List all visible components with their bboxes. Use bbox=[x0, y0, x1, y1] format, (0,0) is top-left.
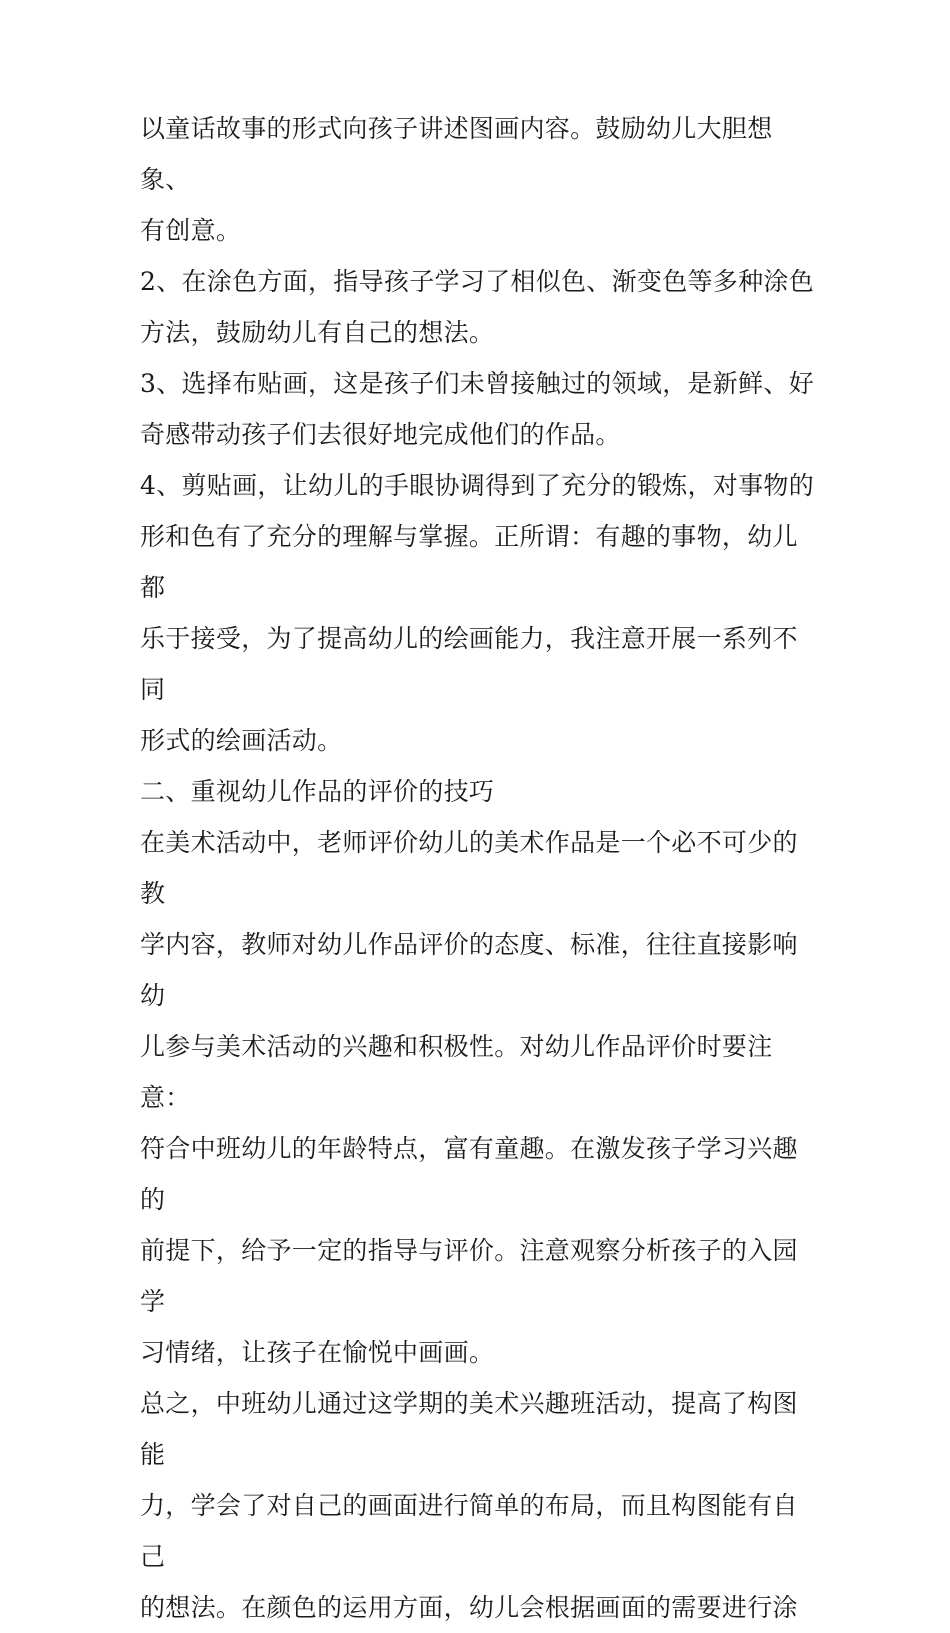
text-line: 奇感带动孩子们去很好地完成他们的作品。 bbox=[140, 420, 621, 449]
document-body bbox=[140, 103, 820, 1633]
text-line: 形和色有了充分的理解与掌握。正所谓：有趣的事物，幼儿都 bbox=[140, 522, 798, 602]
text-line: 的想法。在颜色的运用方面，幼儿会根据画面的需要进行涂 bbox=[140, 1593, 798, 1622]
text-line: 符合中班幼儿的年龄特点，富有童趣。在激发孩子学习兴趣的 bbox=[140, 1134, 798, 1214]
text-line: 2、在涂色方面，指导孩子学习了相似色、渐变色等多种涂色 bbox=[140, 267, 815, 296]
text-line: 习情绪，让孩子在愉悦中画画。 bbox=[140, 1338, 495, 1367]
text-line: 力，学会了对自己的画面进行简单的布局，而且构图能有自己 bbox=[140, 1491, 798, 1571]
text-line: 前提下，给予一定的指导与评价。注意观察分析孩子的入园学 bbox=[140, 1236, 798, 1316]
text-line: 学内容，教师对幼儿作品评价的态度、标准，往往直接影响幼 bbox=[140, 930, 798, 1010]
text-line: 儿参与美术活动的兴趣和积极性。对幼儿作品评价时要注意： bbox=[140, 1032, 773, 1112]
text-line: 总之，中班幼儿通过这学期的美术兴趣班活动，提高了构图能 bbox=[140, 1389, 798, 1469]
text-line: 以童话故事的形式向孩子讲述图画内容。鼓励幼儿大胆想象、 bbox=[140, 114, 773, 194]
text-line: 在美术活动中，老师评价幼儿的美术作品是一个必不可少的教 bbox=[140, 828, 798, 908]
text-line: 乐于接受，为了提高幼儿的绘画能力，我注意开展一系列不同 bbox=[140, 624, 798, 704]
text-line: 3、选择布贴画，这是孩子们未曾接触过的领域，是新鲜、好 bbox=[140, 369, 815, 398]
text-line: 方法，鼓励幼儿有自己的想法。 bbox=[140, 318, 495, 347]
section-heading: 二、重视幼儿作品的评价的技巧 bbox=[140, 777, 495, 806]
text-line: 4、剪贴画，让幼儿的手眼协调得到了充分的锻炼，对事物的 bbox=[140, 471, 815, 500]
text-line: 形式的绘画活动。 bbox=[140, 726, 343, 755]
text-line: 有创意。 bbox=[140, 216, 242, 245]
